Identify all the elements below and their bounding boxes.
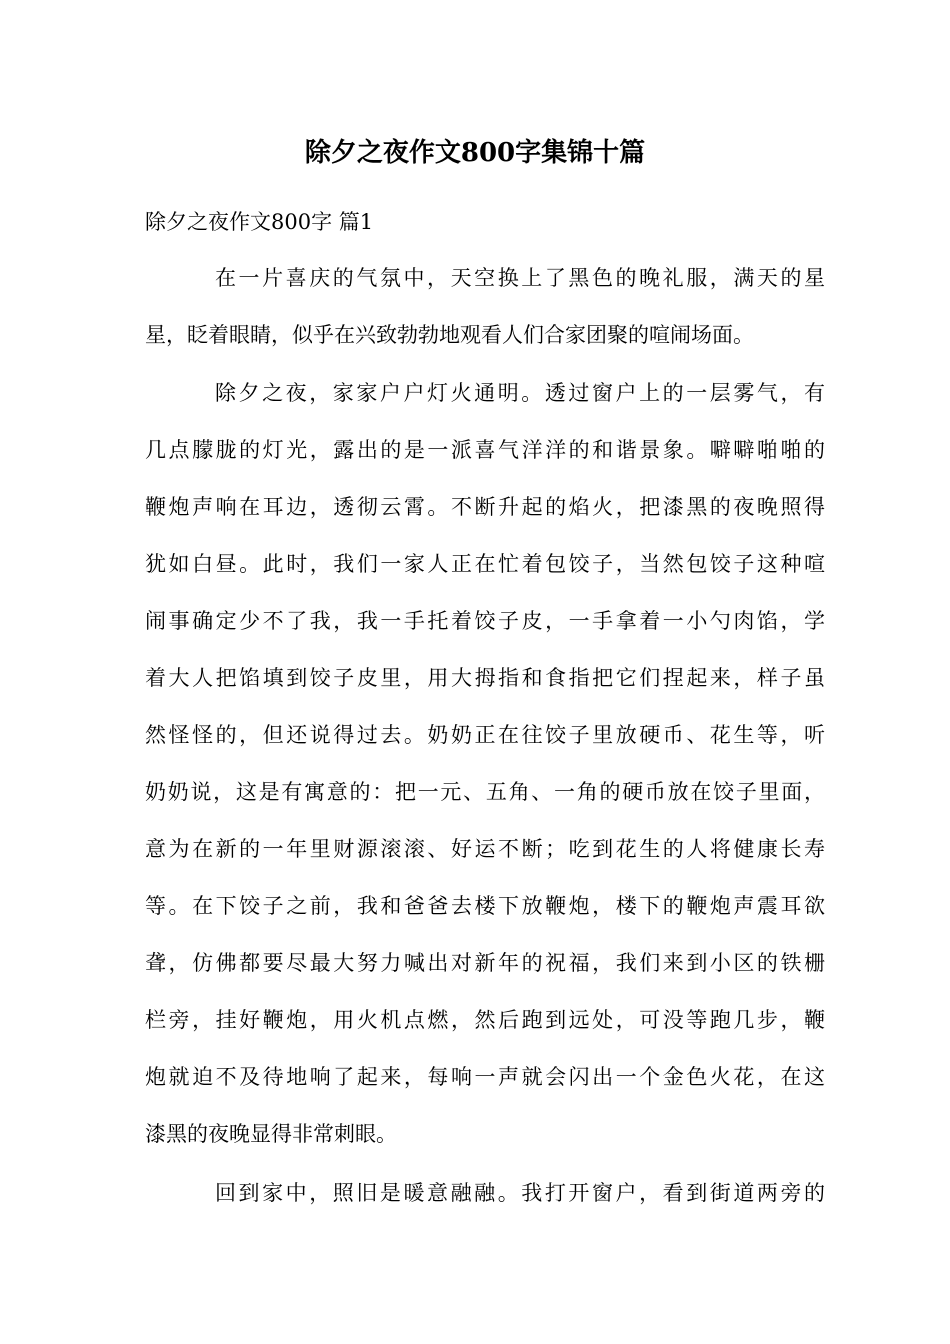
paragraph-line: 然怪怪的，但还说得过去。奶奶正在往饺子里放硬币、花生等，听 (145, 723, 825, 747)
paragraph-line: 着大人把馅填到饺子皮里，用大拇指和食指把它们捏起来，样子虽 (145, 666, 825, 690)
paragraph-line: 栏旁，挂好鞭炮，用火机点燃，然后跑到远处，可没等跑几步，鞭 (145, 1008, 825, 1032)
section-heading: 除夕之夜作文800字 篇1 (145, 210, 374, 234)
paragraph-line: 意为在新的一年里财源滚滚、好运不断；吃到花生的人将健康长寿 (145, 837, 825, 861)
paragraph-line: 奶奶说，这是有寓意的：把一元、五角、一角的硬币放在饺子里面， (145, 780, 825, 804)
paragraph-line: 鞭炮声响在耳边，透彻云霄。不断升起的焰火，把漆黑的夜晚照得 (145, 495, 825, 519)
paragraph-line: 等。在下饺子之前，我和爸爸去楼下放鞭炮，楼下的鞭炮声震耳欲 (145, 894, 825, 918)
paragraph-line: 除夕之夜，家家户户灯火通明。透过窗户上的一层雾气，有 (215, 381, 825, 405)
paragraph-line: 星，眨着眼睛，似乎在兴致勃勃地观看人们合家团聚的喧闹场面。 (145, 323, 754, 347)
paragraph-line: 聋，仿佛都要尽最大努力喊出对新年的祝福，我们来到小区的铁栅 (145, 951, 825, 975)
paragraph-line: 在一片喜庆的气氛中，天空换上了黑色的晚礼服，满天的星 (215, 266, 825, 290)
paragraph-line: 回到家中，照旧是暖意融融。我打开窗户，看到街道两旁的 (215, 1181, 825, 1205)
paragraph-line: 犹如白昼。此时，我们一家人正在忙着包饺子，当然包饺子这种喧 (145, 552, 825, 576)
paragraph-line: 闹事确定少不了我，我一手托着饺子皮，一手拿着一小勺肉馅，学 (145, 609, 825, 633)
paragraph-line: 漆黑的夜晚显得非常刺眼。 (145, 1122, 397, 1146)
document-title: 除夕之夜作文800字集锦十篇 (304, 138, 646, 168)
paragraph-line: 炮就迫不及待地响了起来，每响一声就会闪出一个金色火花，在这 (145, 1065, 825, 1089)
paragraph-line: 几点朦胧的灯光，露出的是一派喜气洋洋的和谐景象。噼噼啪啪的 (145, 438, 825, 462)
